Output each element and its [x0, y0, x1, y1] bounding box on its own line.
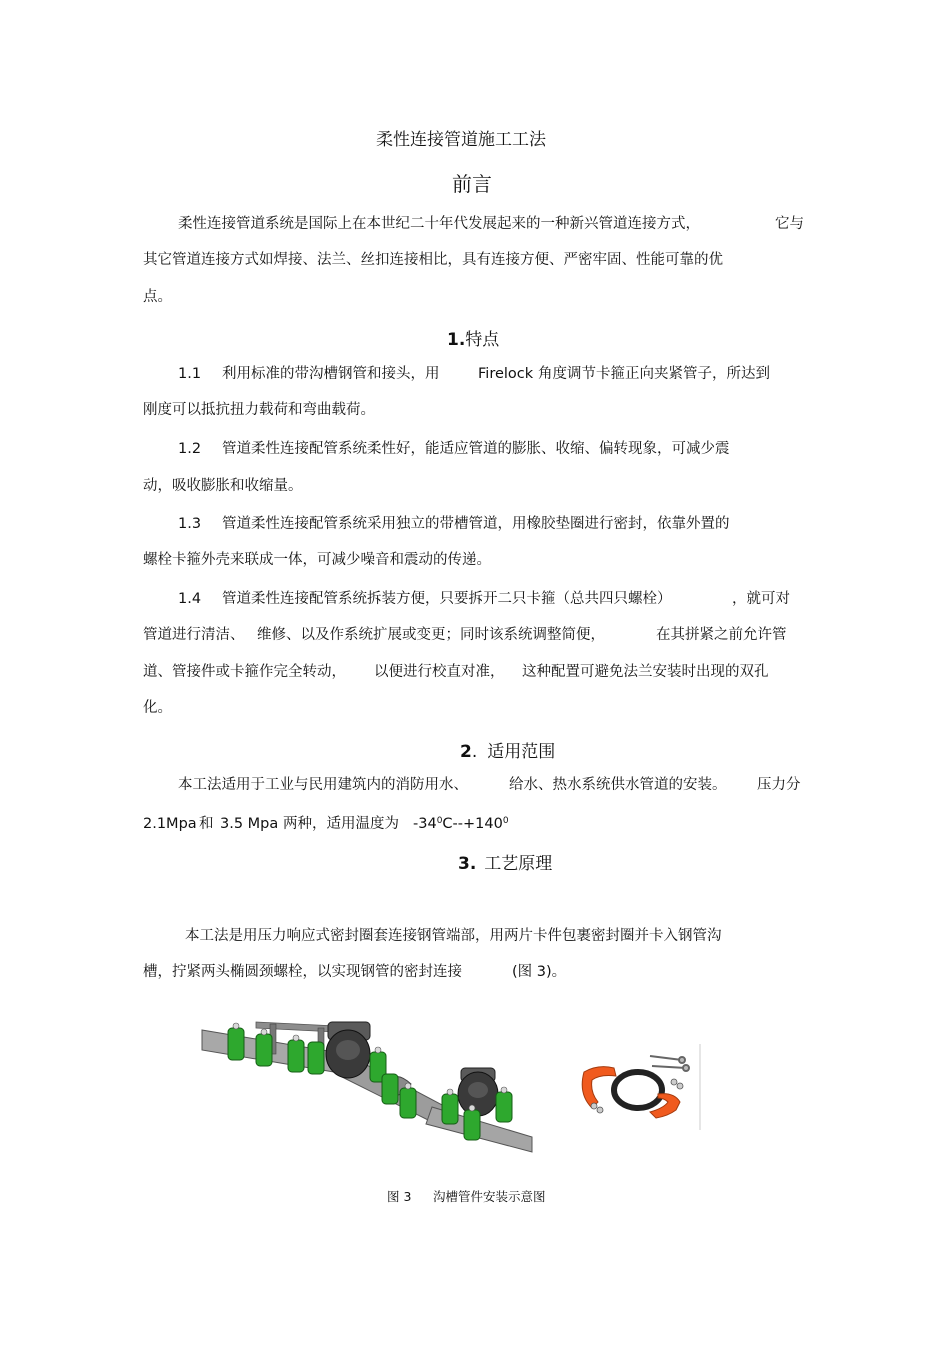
item-1-4-line-2a: 管道进行清洁、: [143, 627, 245, 643]
section-2-line-2b: 和: [199, 816, 214, 832]
section-3-number: 3.: [458, 854, 477, 874]
section-2-title: 适用范围: [487, 742, 556, 762]
temperature-range: [413, 814, 509, 834]
item-1-3-line-2: 螺栓卡箍外壳来联成一体，可减少噪音和震动的传递。: [143, 552, 491, 568]
section-3-line-2b: (图 3)。: [512, 964, 567, 980]
temp-sup-2: 0: [502, 816, 509, 826]
section-2-heading: [460, 737, 555, 762]
item-1-3-text: 管道柔性连接配管系统采用独立的带槽管道，用橡胶垫圈进行密封，依靠外置的: [222, 516, 730, 532]
preface-line-1b: 它与: [775, 216, 804, 232]
preface-line-3: 点。: [143, 289, 172, 305]
item-1-2-line-2: 动，吸收膨胀和收缩量。: [143, 478, 303, 494]
item-1-1-text-b: 角度调节卡箍正向夹紧管子，所达到: [538, 366, 770, 382]
coupling-parts-illustration: [578, 1044, 702, 1130]
document-title: 柔性连接管道施工工法: [376, 130, 546, 150]
section-1-number: 1.: [447, 330, 466, 350]
temp-sup-1: 0: [436, 816, 443, 826]
figure-caption-number: 图 3: [387, 1189, 412, 1204]
item-1-1-number: 1.1: [178, 366, 202, 382]
item-1-3-number: 1.3: [178, 516, 202, 532]
figure-caption: 沟槽管件安装示意图: [433, 1189, 546, 1204]
item-1-4-number: 1.4: [178, 591, 202, 607]
item-1-1-text: 利用标准的带沟槽钢管和接头，用: [222, 366, 440, 382]
item-1-4-line-2b: 维修、以及作系统扩展或变更；同时该系统调整简便，: [257, 627, 605, 643]
temp-low: -34: [413, 816, 437, 832]
section-2-line-2c: 3.5 Mpa: [220, 816, 279, 832]
section-2-line-2a: 2.1Mpa: [143, 816, 197, 832]
section-3-line-2a: 槽，拧紧两头椭圆颈螺栓，以实现钢管的密封连接: [143, 964, 462, 980]
item-1-1-line-2: 刚度可以抵抗扭力载荷和弯曲载荷。: [143, 402, 375, 418]
section-2-number: 2: [460, 742, 472, 762]
section-2-line-1a: 本工法适用于工业与民用建筑内的消防用水、: [178, 777, 468, 793]
section-3-line-1: 本工法是用压力响应式密封圈套连接钢管端部，用两片卡件包裹密封圈并卡入钢管沟: [185, 928, 722, 944]
section-1-title: 特点: [465, 330, 500, 350]
section-2-sep: .: [471, 742, 478, 762]
item-1-4-line-2c: 在其拼紧之前允许管: [656, 627, 787, 643]
item-1-2-text: 管道柔性连接配管系统柔性好，能适应管道的膨胀、收缩、偏转现象，可减少震: [222, 441, 730, 457]
item-1-4-line-3c: 这种配置可避免法兰安装时出现的双孔: [522, 664, 769, 680]
item-1-4-line-4: 化。: [143, 700, 172, 716]
section-3-title: 工艺原理: [484, 854, 553, 874]
section-3-heading: [458, 849, 552, 874]
item-1-2-number: 1.2: [178, 441, 202, 457]
section-1-heading: [447, 325, 499, 350]
section-2-line-1b: 给水、热水系统供水管道的安装。: [509, 777, 727, 793]
grooved-pipe-assembly-illustration: [196, 1012, 541, 1157]
item-1-4-text: 管道柔性连接配管系统拆装方便，只要拆开二只卡箍（总共四只螺栓）: [222, 591, 672, 607]
temp-mid: C--+140: [442, 816, 503, 832]
section-2-line-2d: 两种，适用温度为: [283, 816, 399, 832]
item-1-4-line-3b: 以便进行校直对准，: [374, 664, 505, 680]
item-1-1-firelock: Firelock: [478, 366, 534, 382]
preface-line-1: 柔性连接管道系统是国际上在本世纪二十年代发展起来的一种新兴管道连接方式，: [178, 216, 700, 232]
item-1-4-text-b: ，就可对: [732, 591, 790, 607]
preface-heading: 前言: [452, 172, 492, 196]
item-1-4-line-3a: 道、管接件或卡箍作完全转动，: [143, 664, 346, 680]
preface-line-2: 其它管道连接方式如焊接、法兰、丝扣连接相比，具有连接方便、严密牢固、性能可靠的优: [143, 252, 723, 268]
section-2-line-1c: 压力分: [757, 777, 801, 793]
